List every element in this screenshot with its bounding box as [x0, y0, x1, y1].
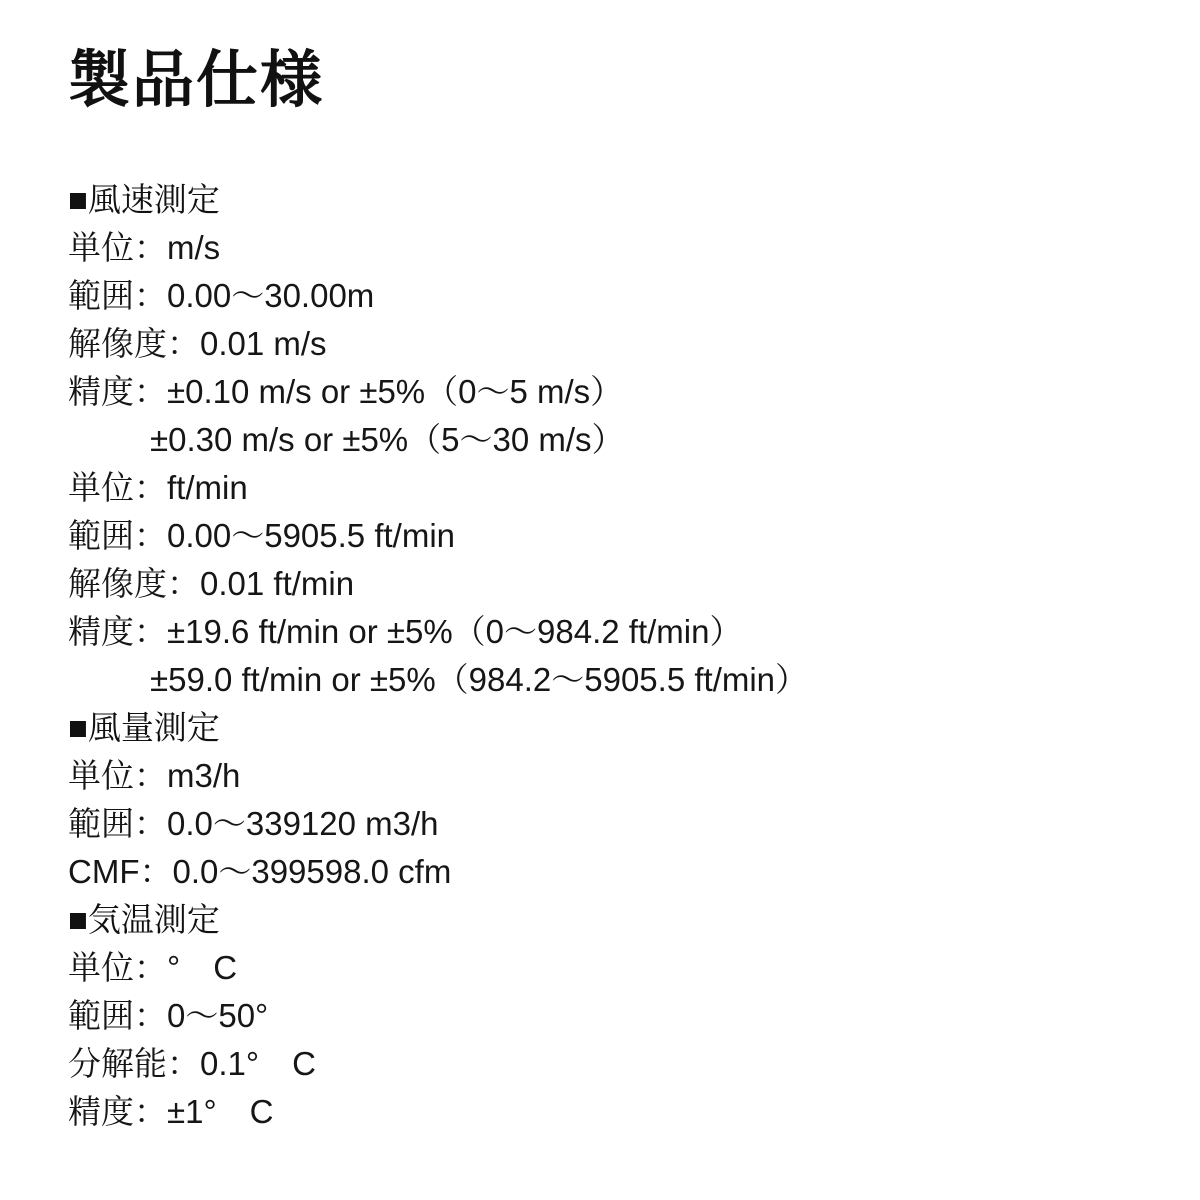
spec-line: 精度：±0.10 m/s or ±5%（0〜5 m/s） — [68, 373, 624, 410]
spec-body — [68, 176, 1160, 1136]
spec-line: 範囲：0.00〜30.00m — [68, 277, 375, 314]
spec-line-continuation: ±0.30 m/s or ±5%（5〜30 m/s） — [150, 421, 625, 458]
spec-line-continuation: ±59.0 ft/min or ±5%（984.2〜5905.5 ft/min） — [150, 661, 809, 698]
spec-line: 分解能：0.1° C — [68, 1045, 316, 1082]
spec-line: 解像度：0.01 m/s — [68, 325, 327, 362]
spec-line: 単位：m/s — [68, 229, 221, 266]
spec-line: 範囲：0.00〜5905.5 ft/min — [68, 517, 456, 554]
spec-line: 単位：° C — [68, 949, 238, 986]
section-heading-wind-speed: ■風速測定 — [68, 181, 220, 218]
section-heading-temperature: ■気温測定 — [68, 901, 220, 938]
page-title: 製品仕様 — [68, 46, 325, 115]
spec-line: 単位：ft/min — [68, 469, 248, 506]
spec-line: CMF：0.0〜399598.0 cfm — [68, 853, 452, 890]
spec-line: 解像度：0.01 ft/min — [68, 565, 355, 602]
spec-line: 精度：±1° C — [68, 1093, 274, 1130]
section-heading-air-volume: ■風量測定 — [68, 709, 220, 746]
spec-line: 範囲：0〜50° — [68, 997, 269, 1034]
spec-line: 範囲：0.0〜339120 m3/h — [68, 805, 439, 842]
spec-line: 精度：±19.6 ft/min or ±5%（0〜984.2 ft/min） — [68, 613, 743, 650]
spec-line: 単位：m3/h — [68, 757, 241, 794]
